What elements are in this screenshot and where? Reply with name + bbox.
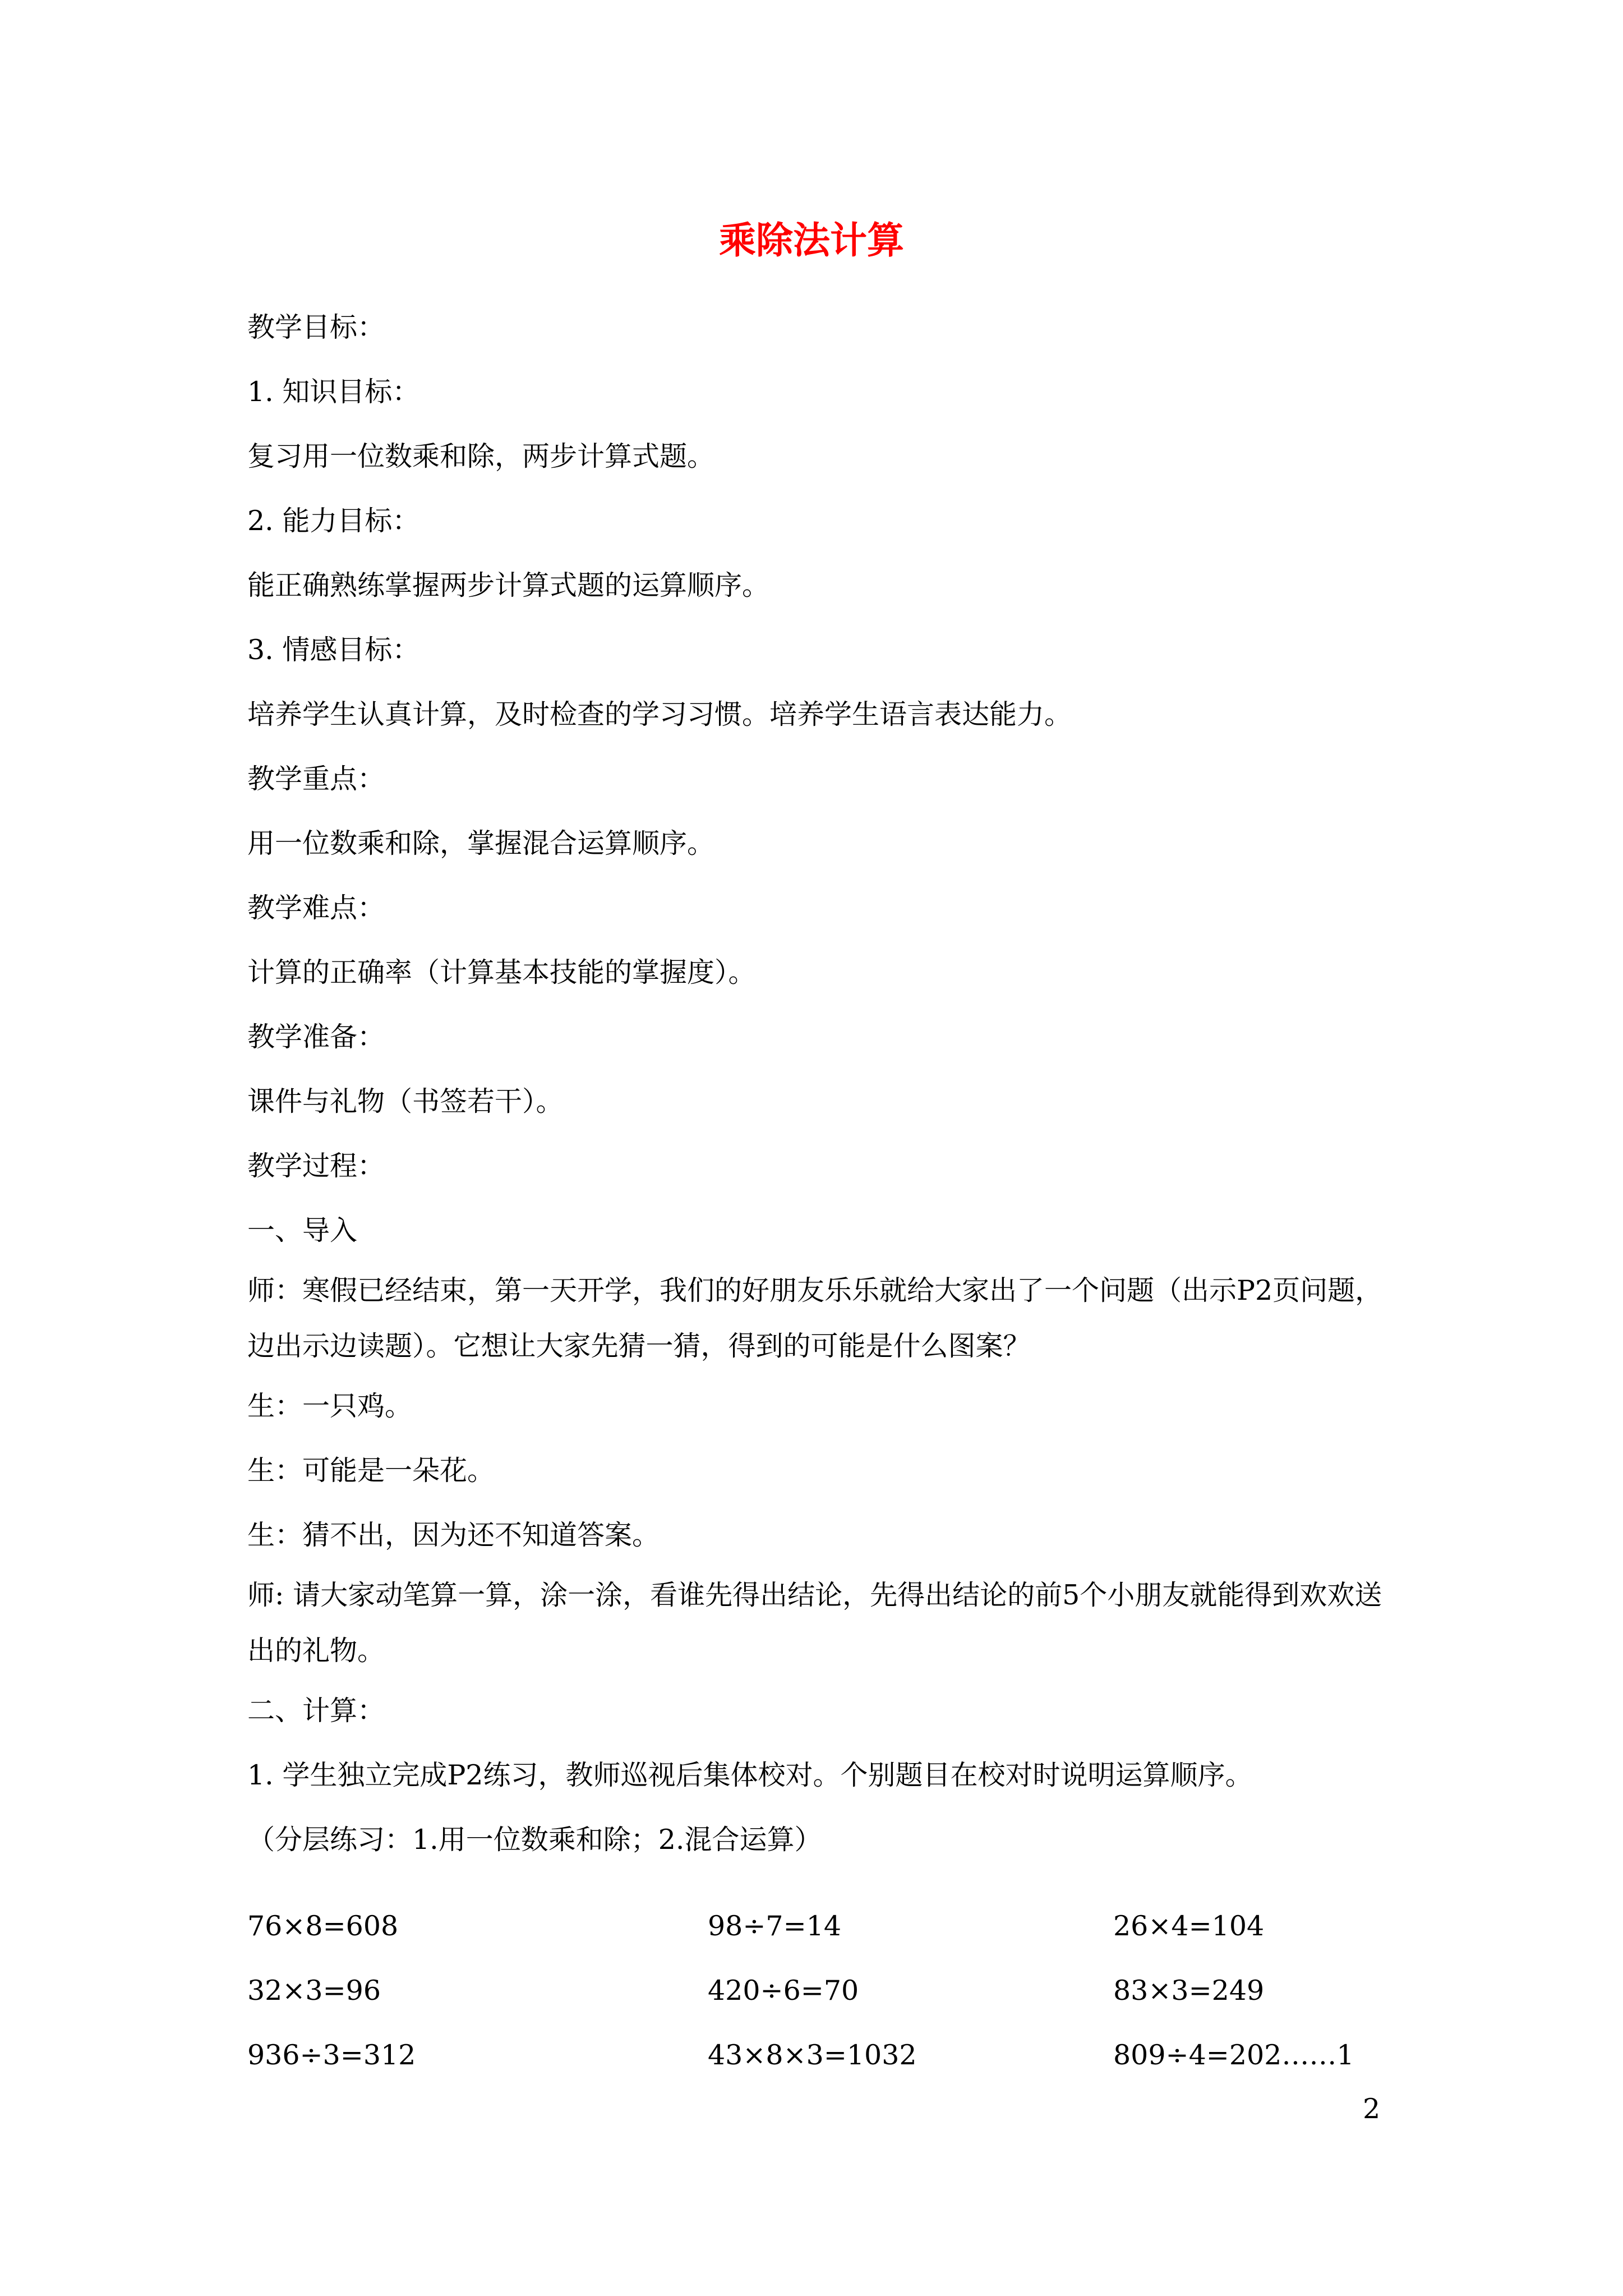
paragraph: 1. 学生独立完成P2练习，教师巡视后集体校对。个别题目在校对时说明运算顺序。 bbox=[247, 1759, 1253, 1791]
paragraph: 计算的正确率（计算基本技能的掌握度）。 bbox=[247, 956, 756, 988]
document-body bbox=[247, 295, 1394, 1872]
equation-row bbox=[247, 1894, 1394, 1958]
equation: 98÷7=14 bbox=[708, 1910, 841, 1942]
paragraph: 教学难点： bbox=[247, 892, 385, 924]
paragraph: 师: 请大家动笔算一算，涂一涂，看谁先得出结论，先得出结论的前5个小朋友就能得到欢欢送出的礼物。 bbox=[247, 1579, 1382, 1667]
equation: 420÷6=70 bbox=[708, 1975, 859, 2007]
paragraph: 教学准备： bbox=[247, 1021, 385, 1053]
paragraph: 2. 能力目标： bbox=[247, 505, 420, 537]
equation: 83×3=249 bbox=[1113, 1975, 1265, 2007]
paragraph: 课件与礼物（书签若干）。 bbox=[247, 1085, 564, 1117]
paragraph: 教学目标： bbox=[247, 311, 385, 343]
paragraph: 3. 情感目标： bbox=[247, 634, 420, 666]
paragraph: 教学重点： bbox=[247, 763, 385, 795]
equation-row bbox=[247, 2023, 1394, 2087]
equation-grid bbox=[247, 1894, 1394, 2087]
paragraph: 复习用一位数乘和除，两步计算式题。 bbox=[247, 440, 715, 472]
equation: 32×3=96 bbox=[247, 1975, 381, 2007]
paragraph: 生：一只鸡。 bbox=[247, 1390, 413, 1422]
paragraph: 培养学生认真计算，及时检查的学习习惯。培养学生语言表达能力。 bbox=[247, 698, 1072, 730]
paragraph: 一、导入 bbox=[247, 1214, 358, 1246]
equation: 936÷3=312 bbox=[247, 2039, 416, 2071]
paragraph: （分层练习：1.用一位数乘和除；2.混合运算） bbox=[247, 1824, 822, 1856]
equation-row bbox=[247, 1958, 1394, 2023]
paragraph: 教学过程： bbox=[247, 1150, 385, 1182]
paragraph: 生：可能是一朵花。 bbox=[247, 1455, 495, 1487]
paragraph: 用一位数乘和除，掌握混合运算顺序。 bbox=[247, 827, 715, 859]
equation: 26×4=104 bbox=[1113, 1910, 1265, 1942]
paragraph: 1. 知识目标： bbox=[247, 376, 420, 408]
paragraph: 二、计算： bbox=[247, 1695, 385, 1727]
document-title: 乘除法计算 bbox=[719, 218, 904, 262]
equation: 809÷4=202……1 bbox=[1113, 2039, 1354, 2071]
equation: 76×8=608 bbox=[247, 1910, 399, 1942]
equation: 43×8×3=1032 bbox=[708, 2039, 917, 2071]
paragraph: 能正确熟练掌握两步计算式题的运算顺序。 bbox=[247, 569, 770, 601]
paragraph: 师：寒假已经结束，第一天开学，我们的好朋友乐乐就给大家出了一个问题（出示P2页问题，边出示边读题）。它想让大家先猜一猜，得到的可能是什么图案？ bbox=[247, 1274, 1383, 1362]
page-number: 2 bbox=[1363, 2093, 1381, 2125]
paragraph: 生：猜不出，因为还不知道答案。 bbox=[247, 1519, 660, 1551]
